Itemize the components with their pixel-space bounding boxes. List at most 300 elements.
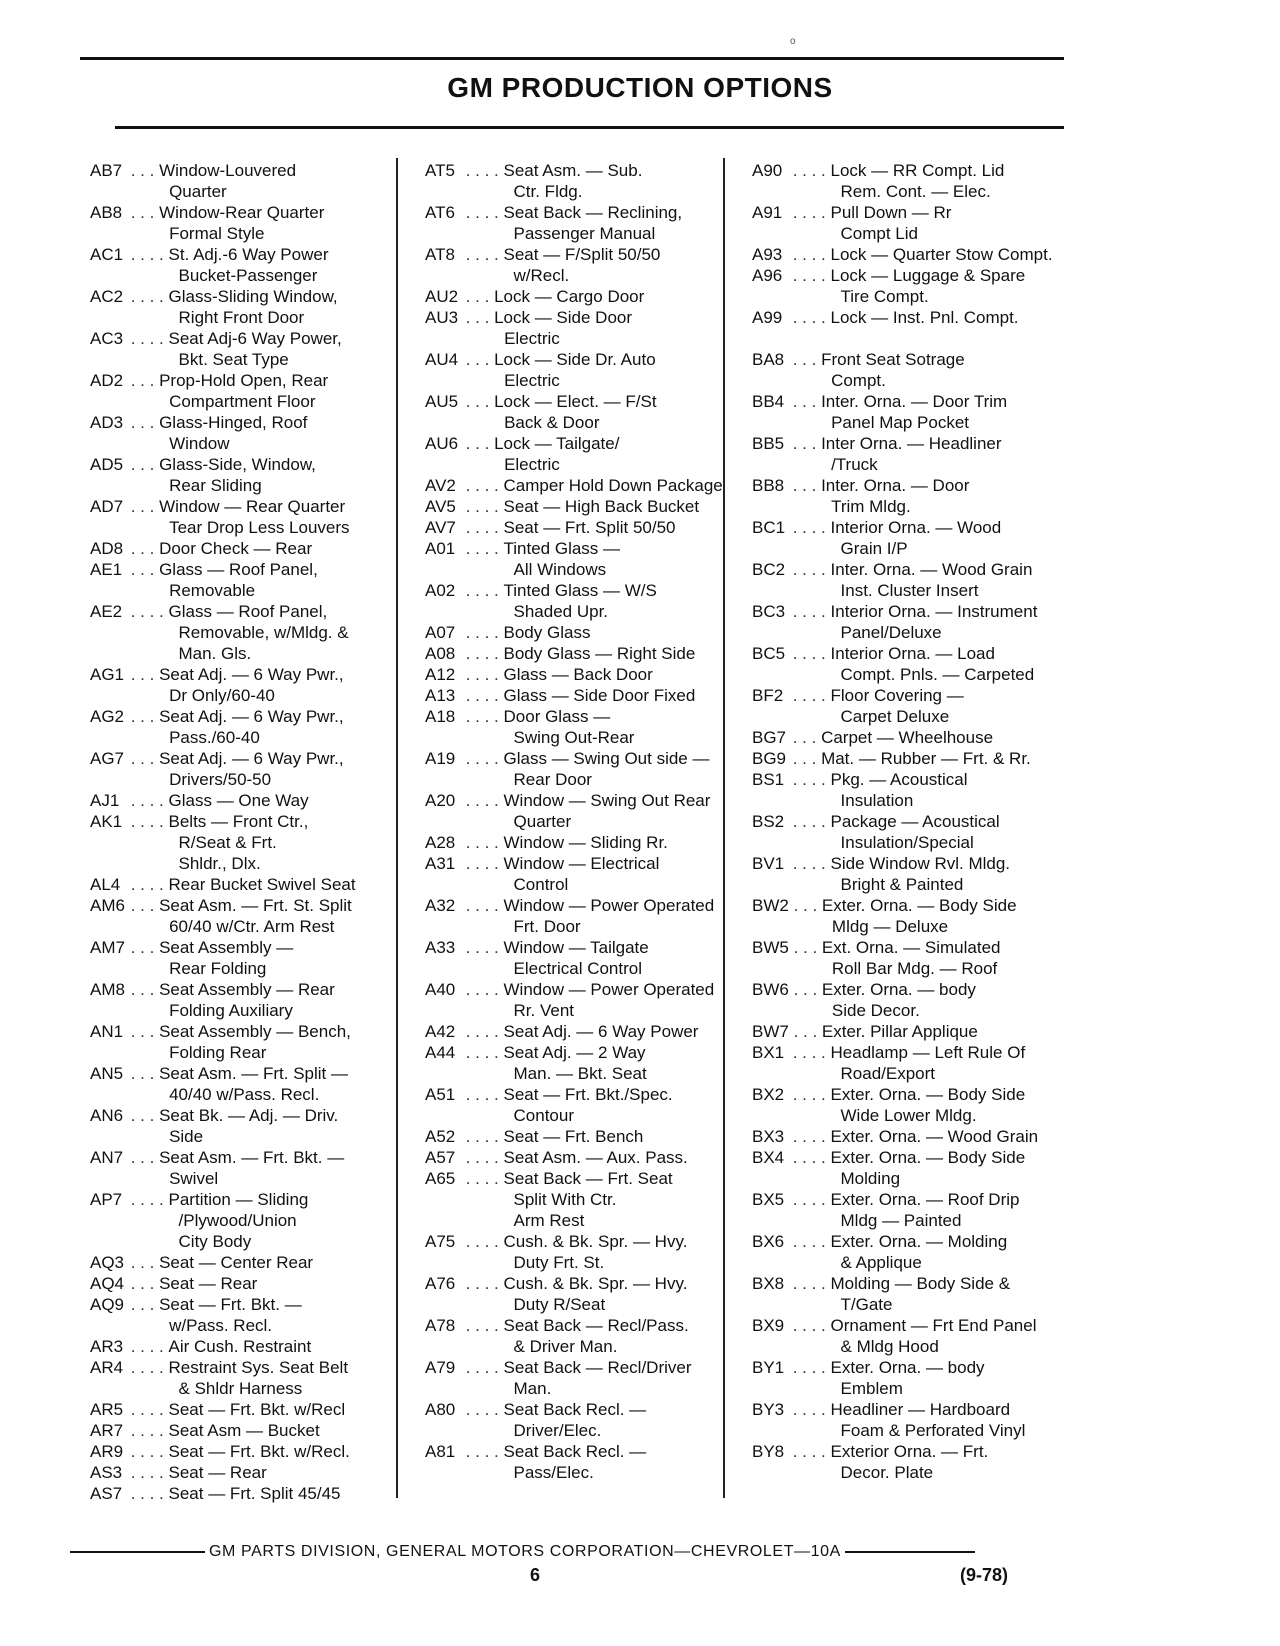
page-title: GM PRODUCTION OPTIONS — [447, 72, 833, 103]
description-line: Tinted Glass — W/S — [503, 581, 657, 600]
option-description — [159, 748, 390, 790]
leader-dots: . . . . — [126, 245, 169, 264]
description-line: Control — [513, 875, 569, 894]
leader-dots: . . . . — [461, 707, 504, 726]
leader-dots: . . . . — [461, 581, 504, 600]
option-entry — [752, 1084, 1052, 1126]
option-description — [169, 1399, 390, 1420]
description-line: /Truck — [831, 455, 878, 474]
leader-dots: . . . . — [461, 749, 504, 768]
description-line: Headlamp — Left Rule Of — [830, 1043, 1026, 1062]
option-code: AB8 — [90, 203, 123, 222]
description-line: Inter. Orna. — Wood Grain — [830, 560, 1033, 579]
option-entry — [752, 475, 1052, 517]
option-code: A99 — [752, 308, 783, 327]
option-description — [831, 1273, 1052, 1315]
option-description — [159, 202, 390, 244]
option-entry — [425, 391, 725, 433]
option-entry — [90, 538, 390, 559]
description-line: Lock — Inst. Pnl. Compt. — [830, 308, 1019, 327]
description-line: Interior Orna. — Load — [830, 644, 995, 663]
description-line: Exter. Orna. — body — [821, 980, 976, 999]
option-code: A52 — [425, 1127, 456, 1146]
option-code: BF2 — [752, 686, 784, 705]
description-line: Swing Out-Rear — [513, 728, 635, 747]
option-code: BX6 — [752, 1232, 785, 1251]
option-code: AR9 — [90, 1442, 124, 1461]
option-entry — [752, 559, 1052, 601]
option-entry — [90, 496, 390, 538]
option-description — [831, 1189, 1052, 1231]
leader-dots: . . . . — [788, 854, 831, 873]
option-description — [821, 349, 1052, 391]
description-line: Seat — Frt. Bench — [503, 1127, 644, 1146]
option-code: AM8 — [90, 980, 125, 999]
option-code: BB4 — [752, 392, 785, 411]
option-description — [504, 790, 725, 832]
leader-dots: . . . . — [461, 1232, 504, 1251]
option-entry — [752, 202, 1052, 244]
option-entry — [752, 1441, 1052, 1483]
description-line: Window — Power Operated — [503, 980, 715, 999]
option-entry — [90, 1147, 390, 1189]
option-entry — [90, 1252, 390, 1273]
description-line: Lock — Side Door — [494, 308, 633, 327]
option-entry — [90, 895, 390, 937]
description-line: Trim Mldg. — [831, 497, 911, 516]
leader-dots: . . . . — [461, 938, 504, 957]
option-description — [494, 286, 725, 307]
description-line: Restraint Sys. Seat Belt — [168, 1358, 349, 1377]
leader-dots: . . . . — [461, 1148, 504, 1167]
footer-rule-right — [845, 1551, 975, 1553]
option-description — [159, 370, 390, 412]
option-code: AU6 — [425, 434, 459, 453]
description-line: T/Gate — [840, 1295, 893, 1314]
description-line: & Driver Man. — [513, 1337, 618, 1356]
description-line: Exter. Orna. — Body Side — [830, 1148, 1026, 1167]
option-entry — [90, 1294, 390, 1336]
description-line: Rear Folding — [169, 959, 267, 978]
option-code: AT5 — [425, 161, 455, 180]
description-line: Contour — [513, 1106, 574, 1125]
option-code: AL4 — [90, 875, 121, 894]
leader-dots: . . . — [126, 455, 160, 474]
leader-dots: . . . . — [126, 329, 169, 348]
option-description — [504, 1315, 725, 1357]
option-code: A76 — [425, 1274, 456, 1293]
option-description — [821, 433, 1052, 475]
option-description — [169, 328, 390, 370]
leader-dots: . . . . — [126, 1400, 169, 1419]
option-entry — [425, 307, 725, 349]
option-entry — [425, 706, 725, 748]
leader-dots: . . . . — [788, 245, 831, 264]
description-line: Body Glass — [503, 623, 591, 642]
option-code: BW5 — [752, 938, 789, 957]
option-description — [831, 265, 1052, 307]
description-line: Rear Bucket Swivel Seat — [168, 875, 356, 894]
description-line: Glass — Side Door Fixed — [503, 686, 696, 705]
option-code: A12 — [425, 665, 456, 684]
option-code: BC5 — [752, 644, 786, 663]
description-line: Belts — Front Ctr., — [168, 812, 309, 831]
option-entry — [425, 475, 725, 496]
leader-dots: . . . . — [126, 1442, 169, 1461]
option-description — [831, 853, 1052, 895]
option-code: A96 — [752, 266, 783, 285]
option-entry — [425, 286, 725, 307]
option-entry — [90, 874, 390, 895]
option-entry — [90, 790, 390, 811]
option-code: BG9 — [752, 749, 787, 768]
option-entry — [425, 517, 725, 538]
option-code: AT6 — [425, 203, 455, 222]
option-code: A65 — [425, 1169, 456, 1188]
option-description — [831, 1315, 1052, 1357]
option-entry — [90, 1273, 390, 1294]
option-description — [821, 475, 1052, 517]
option-description — [822, 979, 1052, 1021]
leader-dots: . . . . — [788, 1232, 831, 1251]
option-description — [504, 202, 725, 244]
leader-dots: . . . — [126, 1295, 160, 1314]
option-entry — [90, 601, 390, 664]
description-line: Quarter — [513, 812, 572, 831]
description-line: Exter. Orna. — Body Side — [830, 1085, 1026, 1104]
option-code: BG7 — [752, 728, 787, 747]
footer-text: GM PARTS DIVISION, GENERAL MOTORS CORPORATION—CHEVROLET—10A — [209, 1543, 841, 1560]
description-line: Wide Lower Mldg. — [840, 1106, 977, 1125]
option-entry — [425, 748, 725, 790]
option-entry — [752, 517, 1052, 559]
leader-dots: . . . . — [788, 644, 831, 663]
option-code: AU4 — [425, 350, 459, 369]
option-code: BA8 — [752, 350, 785, 369]
option-description — [831, 517, 1052, 559]
option-entry — [425, 937, 725, 979]
description-line: Mldg — Deluxe — [831, 917, 949, 936]
leader-dots: . . . . — [461, 1358, 504, 1377]
option-entry — [752, 265, 1052, 307]
option-code: A18 — [425, 707, 456, 726]
description-line: Compt. — [831, 371, 886, 390]
leader-dots: . . . . — [788, 1190, 831, 1209]
leader-dots: . . . . — [788, 1043, 831, 1062]
option-description — [504, 979, 725, 1021]
option-code: A02 — [425, 581, 456, 600]
option-description — [821, 727, 1052, 748]
option-code: A51 — [425, 1085, 456, 1104]
option-description — [169, 1357, 390, 1399]
description-line: Glass — Roof Panel, — [159, 560, 318, 579]
leader-dots: . . . — [126, 707, 160, 726]
option-entry — [425, 1357, 725, 1399]
leader-dots: . . . . — [461, 497, 504, 516]
option-description — [831, 1147, 1052, 1189]
leader-dots: . . . . — [461, 518, 504, 537]
option-entry — [752, 1021, 1052, 1042]
option-description — [504, 685, 725, 706]
date-code: (9-78) — [960, 1565, 1009, 1585]
option-description — [159, 1021, 390, 1063]
option-description — [159, 559, 390, 601]
option-entry — [90, 1483, 390, 1504]
option-code: BX3 — [752, 1127, 785, 1146]
option-description — [831, 307, 1052, 328]
leader-dots: . . . . — [788, 1316, 831, 1335]
option-description — [159, 538, 390, 559]
option-code: BX8 — [752, 1274, 785, 1293]
option-entry — [90, 328, 390, 370]
description-line: Cush. & Bk. Spr. — Hvy. — [503, 1274, 688, 1293]
description-line: Compt. Pnls. — Carpeted — [840, 665, 1035, 684]
option-entry — [425, 1315, 725, 1357]
option-code: A75 — [425, 1232, 456, 1251]
option-code: AS3 — [90, 1463, 123, 1482]
description-line: Pass./60-40 — [169, 728, 260, 747]
description-line: Window — Rear Quarter — [159, 497, 346, 516]
option-description — [504, 643, 725, 664]
option-entry — [425, 895, 725, 937]
leader-dots: . . . . — [461, 1022, 504, 1041]
leader-dots: . . . . — [461, 791, 504, 810]
description-line: Passenger Manual — [513, 224, 656, 243]
option-code: AU2 — [425, 287, 459, 306]
option-entry — [90, 1189, 390, 1252]
option-code: AN1 — [90, 1022, 124, 1041]
option-code: A79 — [425, 1358, 456, 1377]
leader-dots: . . . — [788, 896, 822, 915]
option-code: AV2 — [425, 476, 456, 495]
leader-dots: . . . — [788, 476, 822, 495]
option-description — [831, 1441, 1052, 1483]
option-description — [831, 559, 1052, 601]
option-entry — [90, 748, 390, 790]
option-code: A78 — [425, 1316, 456, 1335]
leader-dots: . . . . — [126, 1358, 169, 1377]
option-entry — [752, 769, 1052, 811]
option-description — [169, 874, 390, 895]
option-description — [504, 1042, 725, 1084]
leader-dots: . . . . — [461, 1127, 504, 1146]
option-entry — [90, 1105, 390, 1147]
description-line: Seat — Frt. Bkt. w/Recl — [168, 1400, 346, 1419]
option-description — [504, 580, 725, 622]
option-description — [504, 1231, 725, 1273]
leader-dots: . . . . — [461, 1274, 504, 1293]
option-entry — [90, 811, 390, 874]
description-line: Seat — Frt. Split 50/50 — [503, 518, 676, 537]
option-code: BB5 — [752, 434, 785, 453]
option-description — [831, 601, 1052, 643]
description-line: Electric — [504, 371, 560, 390]
description-line: Compartment Floor — [169, 392, 316, 411]
description-line: Door Check — Rear — [159, 539, 313, 558]
option-code: AD7 — [90, 497, 124, 516]
option-description — [159, 1063, 390, 1105]
description-line: Insulation/Special — [840, 833, 974, 852]
option-description — [831, 1042, 1052, 1084]
description-line: w/Recl. — [513, 266, 570, 285]
leader-dots: . . . . — [461, 1442, 504, 1461]
description-line: Headliner — Hardboard — [830, 1400, 1011, 1419]
option-description — [831, 1126, 1052, 1147]
description-line: Electric — [504, 455, 560, 474]
description-line: Bucket-Passenger — [178, 266, 318, 285]
description-line: Duty Frt. St. — [513, 1253, 605, 1272]
description-line: Road/Export — [840, 1064, 936, 1083]
leader-dots: . . . — [788, 350, 822, 369]
leader-dots: . . . — [126, 1022, 160, 1041]
description-line: Interior Orna. — Wood — [830, 518, 1002, 537]
option-code: AN5 — [90, 1064, 124, 1083]
option-entry — [90, 1357, 390, 1399]
column-divider-2 — [723, 158, 725, 1498]
description-line: R/Seat & Frt. — [178, 833, 277, 852]
description-line: Shaded Upr. — [513, 602, 609, 621]
option-description — [831, 202, 1052, 244]
option-code: AQ4 — [90, 1274, 125, 1293]
description-line: Ext. Orna. — Simulated — [821, 938, 1001, 957]
option-entry — [752, 391, 1052, 433]
description-line: Seat Assembly — Bench, — [159, 1022, 351, 1041]
option-entry — [90, 979, 390, 1021]
leader-dots: . . . . — [461, 1169, 504, 1188]
option-code: AE1 — [90, 560, 123, 579]
leader-dots: . . . — [126, 1064, 160, 1083]
leader-dots: . . . . — [126, 791, 169, 810]
leader-dots: . . . . — [126, 1484, 169, 1503]
option-entry — [425, 832, 725, 853]
description-line: Lock — Cargo Door — [494, 287, 645, 306]
leader-dots: . . . — [126, 1148, 160, 1167]
option-description — [822, 895, 1052, 937]
description-line: & Mldg Hood — [840, 1337, 939, 1356]
option-description — [494, 391, 725, 433]
option-code: AM7 — [90, 938, 125, 957]
option-description — [169, 1441, 390, 1462]
option-description — [169, 790, 390, 811]
option-description — [504, 1441, 725, 1483]
description-line: Removable — [169, 581, 256, 600]
option-description — [504, 244, 725, 286]
option-code: AS7 — [90, 1484, 123, 1503]
description-line: Prop-Hold Open, Rear — [159, 371, 329, 390]
description-line: Seat Assembly — — [159, 938, 294, 957]
option-code: A01 — [425, 539, 456, 558]
leader-dots: . . . — [126, 896, 160, 915]
option-description — [494, 349, 725, 391]
leader-dots: . . . — [126, 161, 160, 180]
option-entry — [752, 937, 1052, 979]
option-code: AC1 — [90, 245, 124, 264]
option-description — [159, 1273, 390, 1294]
option-entry — [425, 244, 725, 286]
description-line: Seat — Frt. Bkt./Spec. — [503, 1085, 673, 1104]
description-line: Back & Door — [504, 413, 600, 432]
leader-dots: . . . . — [788, 686, 831, 705]
description-line: Package — Acoustical — [830, 812, 1000, 831]
leader-dots: . . . — [461, 287, 495, 306]
description-line: w/Pass. Recl. — [169, 1316, 273, 1335]
description-line: Man. — Bkt. Seat — [513, 1064, 647, 1083]
option-description — [831, 811, 1052, 853]
description-line: Seat — Frt. Bkt. — — [159, 1295, 302, 1314]
option-description — [504, 517, 725, 538]
option-description — [494, 433, 725, 475]
option-description — [169, 1336, 390, 1357]
description-line: & Applique — [840, 1253, 922, 1272]
description-line: Ornament — Frt End Panel — [830, 1316, 1037, 1335]
option-entry — [425, 1231, 725, 1273]
description-line: Roll Bar Mdg. — Roof — [831, 959, 998, 978]
option-code: BC1 — [752, 518, 786, 537]
description-line: Bright & Painted — [840, 875, 964, 894]
option-description — [169, 1462, 390, 1483]
description-line: Window — Tailgate — [503, 938, 649, 957]
option-code: BC3 — [752, 602, 786, 621]
description-line: St. Adj.-6 Way Power — [168, 245, 329, 264]
option-entry — [425, 160, 725, 202]
option-code: BW2 — [752, 896, 789, 915]
description-line: Glass-Hinged, Roof — [159, 413, 308, 432]
leader-dots: . . . — [126, 371, 160, 390]
description-line: Shldr., Dlx. — [178, 854, 261, 873]
description-line: Seat Adj-6 Way Power, — [168, 329, 342, 348]
page-number: 6 — [530, 1565, 541, 1585]
description-line: Front Seat Sotrage — [821, 350, 965, 369]
leader-dots: . . . — [788, 938, 822, 957]
option-description — [159, 664, 390, 706]
option-description — [504, 1357, 725, 1399]
option-entry — [425, 790, 725, 832]
option-code: AN7 — [90, 1148, 124, 1167]
leader-dots: . . . — [126, 1274, 160, 1293]
option-code: BV1 — [752, 854, 785, 873]
option-entry — [90, 1063, 390, 1105]
option-code: AK1 — [90, 812, 123, 831]
option-entry — [425, 1021, 725, 1042]
leader-dots: . . . . — [126, 602, 169, 621]
option-entry — [425, 685, 725, 706]
option-code: AR5 — [90, 1400, 124, 1419]
description-line: Air Cush. Restraint — [168, 1337, 312, 1356]
option-entry — [752, 1042, 1052, 1084]
description-line: 60/40 w/Ctr. Arm Rest — [169, 917, 335, 936]
description-line: Pkg. — Acoustical — [830, 770, 968, 789]
leader-dots: . . . — [126, 1106, 160, 1125]
option-description — [504, 1168, 725, 1231]
options-column-2 — [425, 160, 725, 1483]
option-code: BX1 — [752, 1043, 785, 1062]
option-code: A90 — [752, 161, 783, 180]
option-entry — [752, 244, 1052, 265]
option-code: A44 — [425, 1043, 456, 1062]
top-rule — [80, 57, 1064, 60]
option-code: AN6 — [90, 1106, 124, 1125]
description-line: Seat — Frt. Split 45/45 — [168, 1484, 341, 1503]
leader-dots: . . . — [788, 434, 822, 453]
option-entry — [425, 496, 725, 517]
option-entry — [90, 706, 390, 748]
leader-dots: . . . — [126, 497, 160, 516]
option-entry — [90, 1336, 390, 1357]
option-entry — [425, 580, 725, 622]
option-code: AD5 — [90, 455, 124, 474]
leader-dots: . . . — [126, 665, 160, 684]
option-description — [504, 664, 725, 685]
